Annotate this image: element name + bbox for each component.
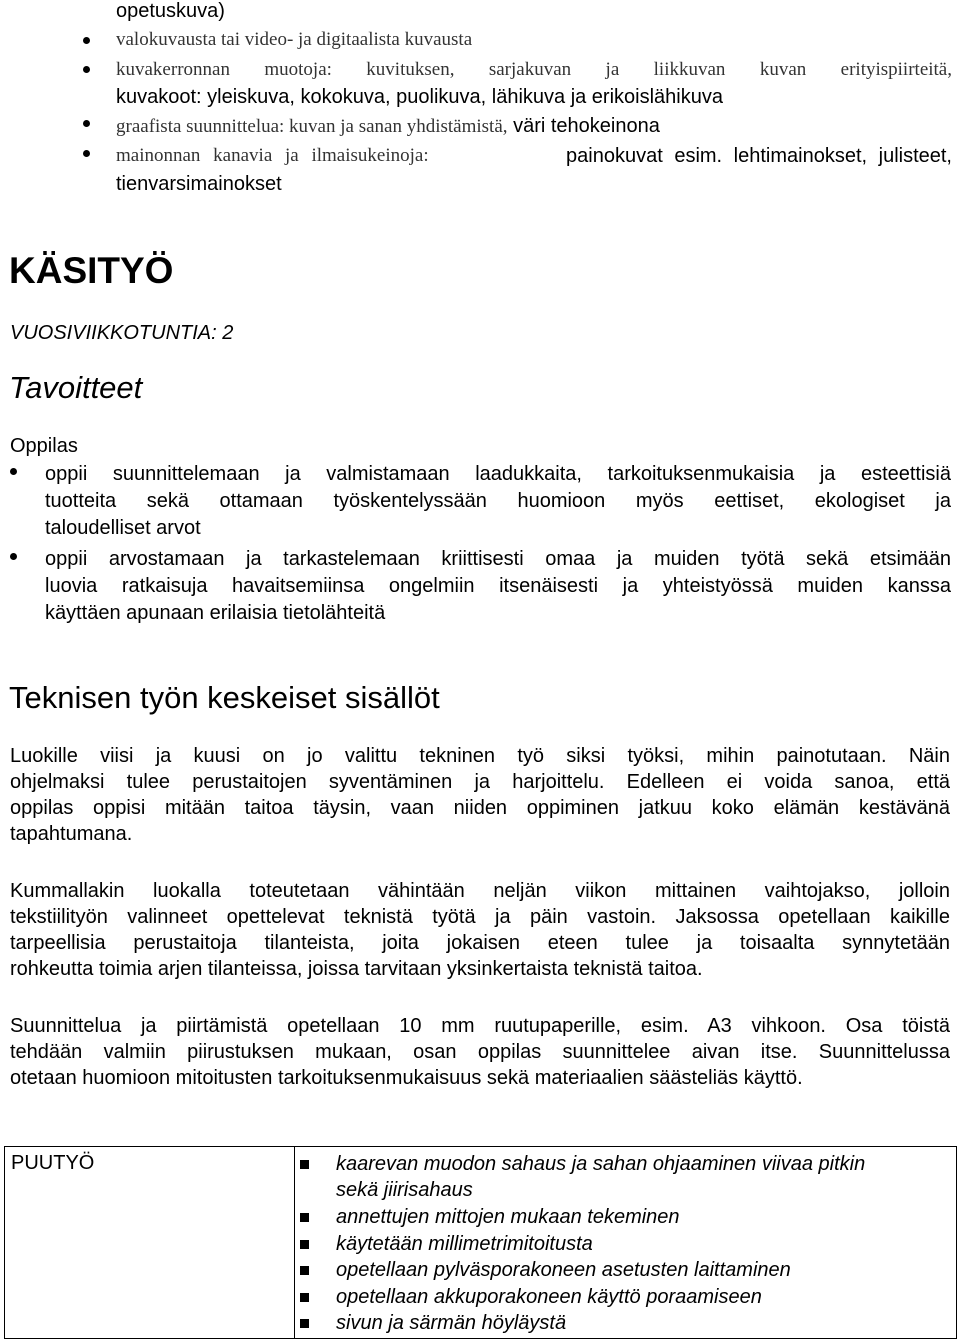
goals-heading: Tavoitteet bbox=[9, 370, 143, 405]
paragraph-line: tapahtumana. bbox=[10, 823, 133, 845]
list-item: opetellaan akkuporakoneen käyttö poraamiseen bbox=[336, 1286, 762, 1308]
woodwork-list bbox=[295, 1147, 955, 1337]
list-item-sans-part: painokuvat esim. lehtimainokset, julisteet, bbox=[566, 145, 952, 167]
paragraph-line: rohkeutta toimia arjen tilanteissa, joissa tarvitaan yksinkertaista teknistä taitoa. bbox=[10, 958, 703, 980]
list-item: annettujen mittojen mukaan tekeminen bbox=[336, 1206, 680, 1228]
weekly-hours: VUOSIVIIKKOTUNTIA: 2 bbox=[10, 322, 234, 344]
paragraph-line: tehdään valmiin piirustuksen mukaan, osan oppilas suunnittelee aivan itse. Suunnittelussa bbox=[10, 1041, 950, 1063]
paragraph-line: Luokille viisi ja kuusi on jo valittu tekninen työ siksi työksi, mihin painotutaan. Näin bbox=[10, 745, 950, 767]
paragraph-line: oppilas oppisi mitään taitoa täysin, vaan niiden oppiminen jatkuu koko elämän kestävänä bbox=[10, 797, 950, 819]
paragraph-line: tekstiilityön valinneet opettelevat teknistä työtä ja päin vastoin. Jaksossa opetellaan kaikille bbox=[10, 906, 950, 928]
paragraph-line: ohjelmaksi tulee perustaitojen syventäminen ja harjoittelu. Edelleen ei voida sanoa, että bbox=[10, 771, 950, 793]
goal-line: luovia ratkaisuja havaitsemiinsa ongelmiin itsenäisesti ja yhteistyössä muiden kanssa bbox=[45, 575, 951, 597]
list-item-serif-part: mainonnan kanavia ja ilmaisukeinoja: bbox=[116, 145, 429, 166]
section-heading: Teknisen työn keskeiset sisällöt bbox=[9, 680, 440, 715]
list-continuation-text: opetuskuva) bbox=[116, 0, 225, 22]
list-item: kuvakerronnan muotoja: kuvituksen, sarjakuvan ja liikkuvan kuvan erityispiirteitä, bbox=[116, 59, 952, 80]
pupil-label: Oppilas bbox=[10, 435, 78, 457]
square-bullet-icon bbox=[300, 1319, 309, 1328]
list-item bbox=[116, 113, 660, 140]
paragraph-line: tarpeellisia perustaitoja tilanteista, joita jokaisen eteen tulee ja toisaalta synnytetään bbox=[10, 932, 950, 954]
list-item: sivun ja särmän höyläystä bbox=[336, 1312, 567, 1334]
list-item: kaarevan muodon sahaus ja sahan ohjaaminen viivaa pitkin bbox=[336, 1153, 866, 1175]
square-bullet-icon bbox=[300, 1293, 309, 1302]
list-item-continuation: tienvarsimainokset bbox=[116, 173, 282, 195]
paragraph-line: Kummallakin luokalla toteutetaan vähintään neljän viikon mittainen vaihtojakso, jolloin bbox=[10, 880, 950, 902]
list-item: käytetään millimetrimitoitusta bbox=[336, 1233, 593, 1255]
woodwork-table bbox=[4, 1146, 957, 1339]
goal-line: tuotteita sekä ottamaan työskentelyssään huomioon myös eettiset, ekologiset ja bbox=[45, 490, 951, 512]
goal-line: oppii suunnittelemaan ja valmistamaan laadukkaita, tarkoituksenmukaisia ja esteettisiä bbox=[45, 463, 951, 485]
square-bullet-icon bbox=[300, 1240, 309, 1249]
bullet-icon bbox=[10, 468, 17, 475]
bullet-icon bbox=[10, 553, 17, 560]
list-item-serif-part: graafista suunnittelua: kuvan ja sanan yhdistämistä, bbox=[116, 116, 508, 137]
paragraph bbox=[10, 743, 950, 847]
paragraph bbox=[10, 878, 950, 982]
table-content-cell bbox=[295, 1147, 957, 1339]
list-item-continuation: kuvakoot: yleiskuva, kokokuva, puolikuva, lähikuva ja erikoislähikuva bbox=[116, 86, 723, 108]
square-bullet-icon bbox=[300, 1266, 309, 1275]
list-item-continuation: sekä jiirisahaus bbox=[336, 1179, 473, 1201]
goal-line: taloudelliset arvot bbox=[45, 517, 201, 539]
goal-line: käyttäen apunaan erilaisia tietolähteitä bbox=[45, 602, 386, 624]
paragraph bbox=[10, 1013, 950, 1091]
list-item bbox=[116, 143, 952, 169]
square-bullet-icon bbox=[300, 1213, 309, 1222]
list-item-sans-part: väri tehokeinona bbox=[513, 115, 660, 137]
table-label: PUUTYÖ bbox=[11, 1152, 95, 1174]
goal-line: oppii arvostamaan ja tarkastelemaan kriittisesti omaa ja muiden työtä sekä etsimään bbox=[45, 548, 951, 570]
table-label-cell bbox=[5, 1147, 295, 1339]
bullet-icon bbox=[83, 120, 90, 127]
page-title: KÄSITYÖ bbox=[9, 250, 174, 291]
bullet-icon bbox=[83, 150, 90, 157]
paragraph-line: otetaan huomioon mitoitusten tarkoituksenmukaisuus sekä materiaalien säästeliäs käyttö. bbox=[10, 1067, 803, 1089]
bullet-icon bbox=[83, 66, 90, 73]
bullet-icon bbox=[83, 37, 90, 44]
list-item: opetellaan pylväsporakoneen asetusten laittaminen bbox=[336, 1259, 791, 1281]
list-item: valokuvausta tai video- ja digitaalista kuvausta bbox=[116, 29, 473, 50]
square-bullet-icon bbox=[300, 1160, 309, 1169]
paragraph-line: Suunnittelua ja piirtämistä opetellaan 10 mm ruutupaperille, esim. A3 vihkoon. Osa töistä bbox=[10, 1015, 950, 1037]
